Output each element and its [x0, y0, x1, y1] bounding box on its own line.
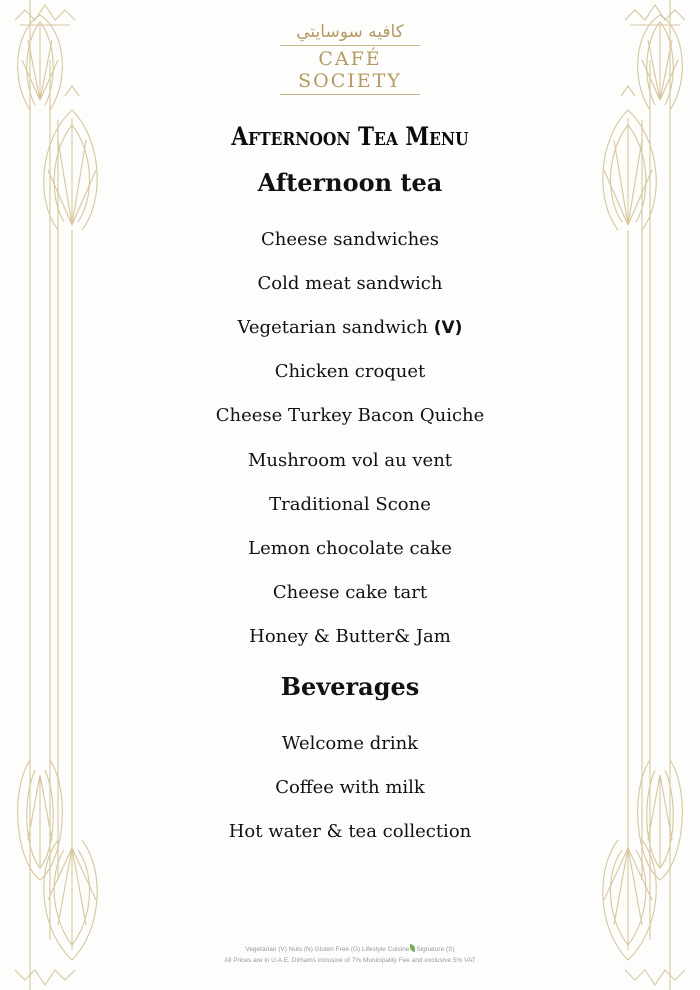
menu-item-name: Vegetarian sandwich — [237, 317, 429, 338]
vegetarian-tag: (V) — [433, 318, 463, 338]
menu-item — [0, 582, 700, 604]
menu-item-name: Traditional Scone — [269, 494, 431, 515]
menu-item — [0, 777, 700, 799]
menu-item — [0, 229, 700, 251]
logo-latin-text: CAFÉ SOCIETY — [298, 48, 402, 92]
menu-item-name: Cold meat sandwich — [257, 273, 443, 294]
menu-item — [0, 494, 700, 516]
cafe-society-logo — [270, 22, 430, 92]
menu-item — [0, 538, 700, 560]
menu-item-name: Cheese sandwiches — [260, 229, 440, 250]
menu-item — [0, 821, 700, 843]
section-title-afternoon-tea: Afternoon tea — [257, 168, 443, 197]
menu-item — [0, 361, 700, 383]
logo-divider — [280, 45, 420, 46]
menu-item-name: Hot water & tea collection — [228, 821, 472, 842]
section-title-beverages: Beverages — [280, 672, 420, 701]
menu-item-name: Coffee with milk — [275, 777, 425, 798]
menu-item-name: Welcome drink — [281, 733, 419, 754]
menu-item — [0, 626, 700, 648]
menu-item — [0, 273, 700, 295]
menu-item — [0, 317, 700, 339]
prices-note: All Prices are in U.A.E. Dirhams inclusive of 7% Municipality Fee and exclusive 5% VAT — [224, 957, 476, 964]
menu-item — [0, 733, 700, 755]
dietary-legend — [0, 944, 700, 954]
menu-title: Afternoon Tea Menu — [231, 122, 469, 151]
menu-item-name: Cheese cake tart — [272, 582, 428, 603]
menu-item-name: Cheese Turkey Bacon Quiche — [215, 405, 485, 426]
dietary-legend-text: Vegetarian (V) Nuts (N) Gluten Free (G) Lifestyle Cuisine — [245, 946, 410, 953]
logo-divider-bottom — [280, 94, 420, 95]
menu-item-name: Honey & Butter& Jam — [249, 626, 451, 647]
menu-item — [0, 405, 700, 427]
signature-legend-text: Signature (S) — [416, 946, 455, 953]
menu-item — [0, 450, 700, 472]
menu-item-name: Mushroom vol au vent — [247, 450, 453, 471]
menu-item-name: Chicken croquet — [274, 361, 426, 382]
logo-arabic-text: كافيه سوسايتي — [296, 22, 404, 42]
leaf-icon — [410, 944, 415, 952]
menu-item-name: Lemon chocolate cake — [248, 538, 452, 559]
